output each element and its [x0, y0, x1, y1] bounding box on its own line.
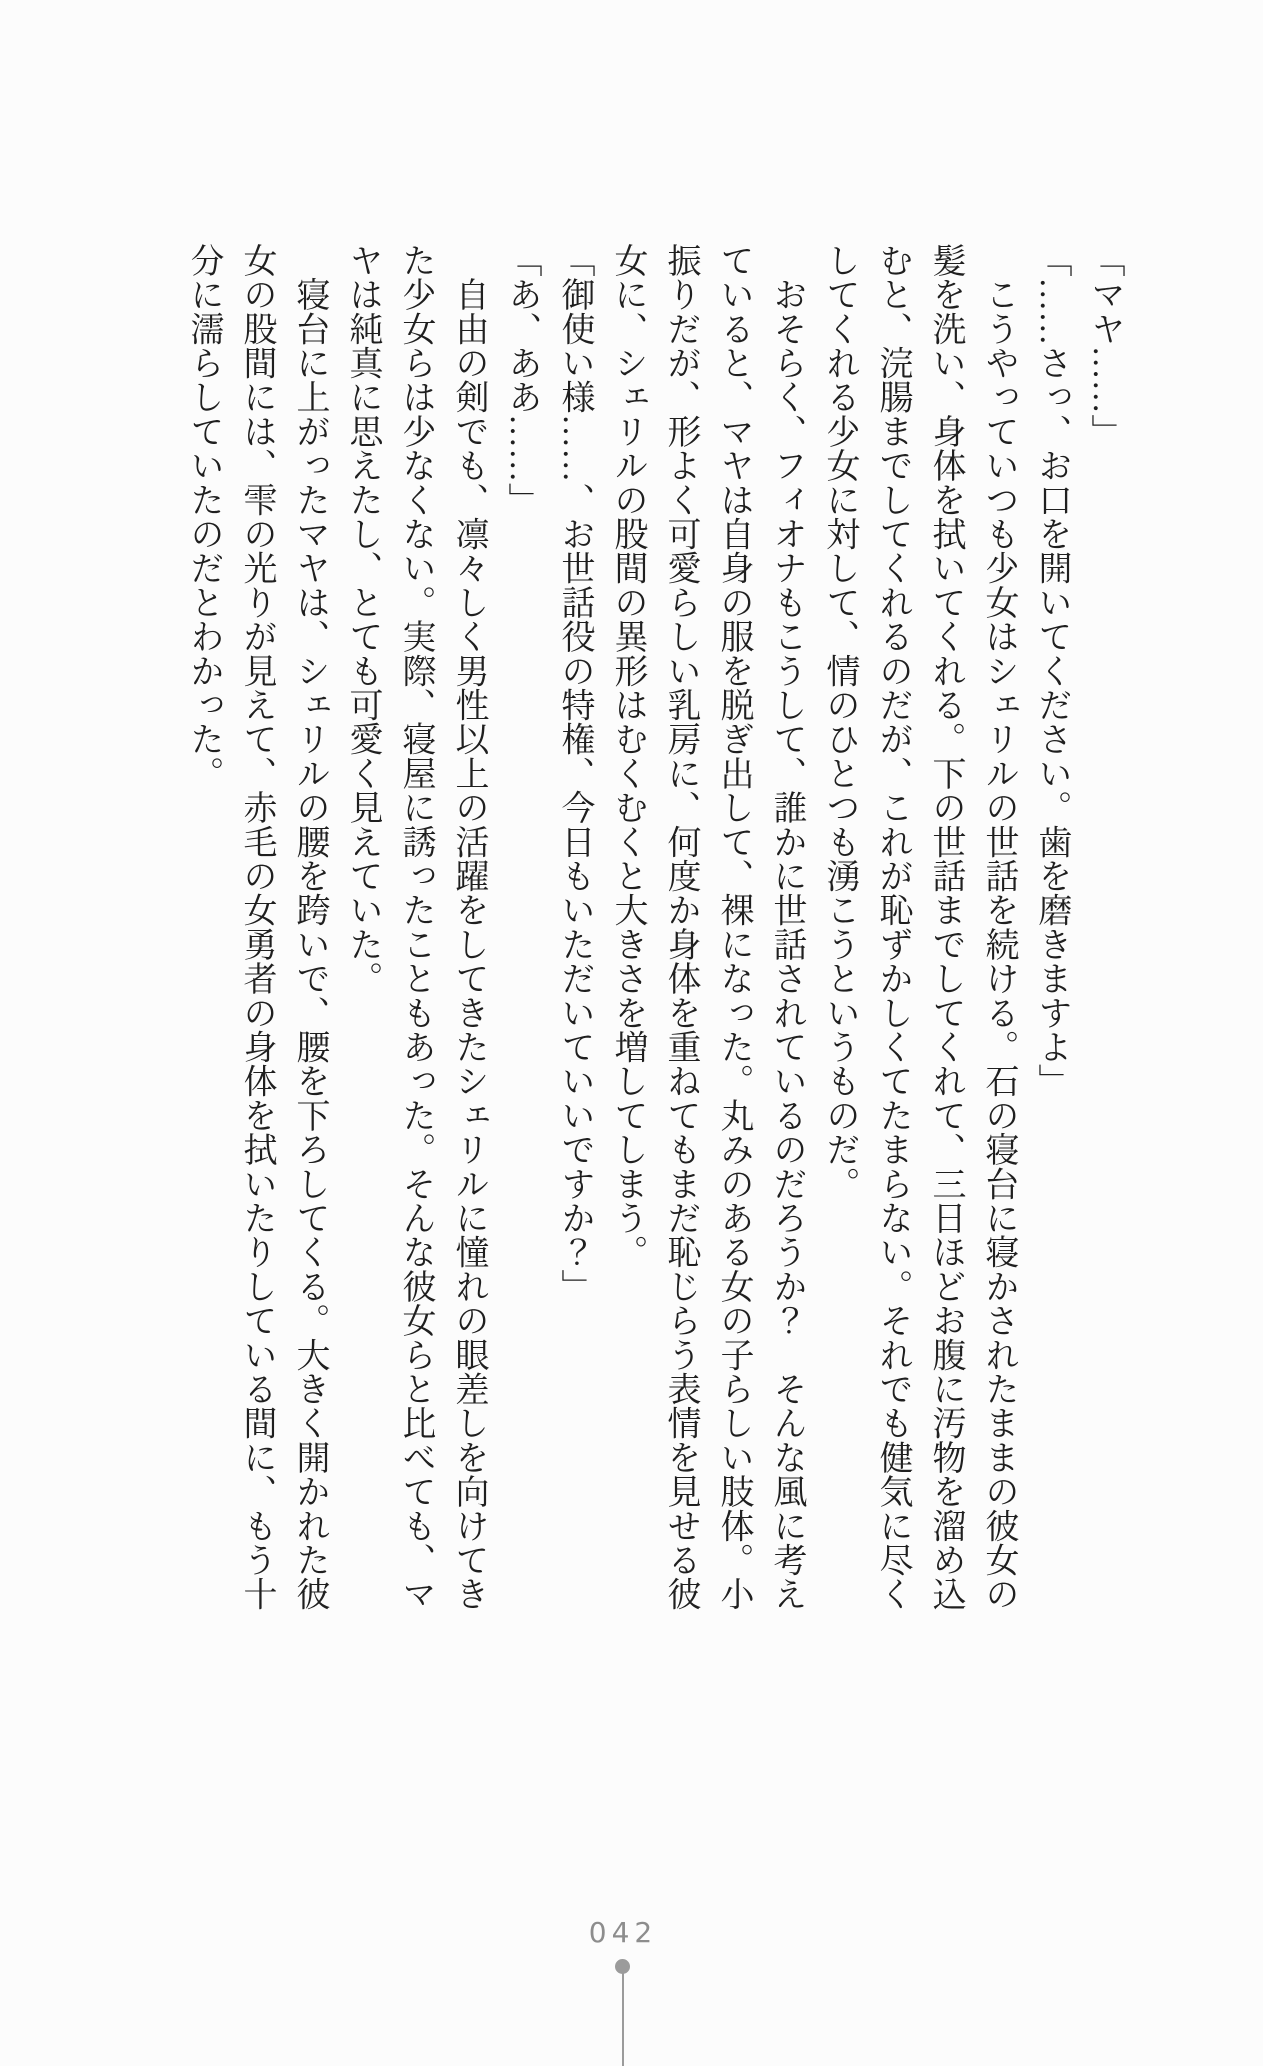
text-column: 分に濡らしていたのだとわかった。	[185, 243, 222, 791]
text-column: おそらく、フィオナもこうして、誰かに世話されているのだろうか？ そんな風に考え	[768, 243, 805, 1611]
text-column: 「御使い様……、お世話役の特権、今日もいただいていいですか？」	[556, 243, 593, 1304]
text-column: ていると、マヤは自身の服を脱ぎ出して、裸になった。丸みのある女の子らしい肢体。小	[715, 243, 752, 1611]
text-column: た少女らは少なくない。実際、寝屋に誘ったこともあった。そんな彼女らと比べても、マ	[397, 243, 434, 1611]
text-column: 髪を洗い、身体を拭いてくれる。下の世話までしてくれて、三日ほどお腹に汚物を溜め込	[927, 243, 964, 1611]
text-column: ヤは純真に思えたし、とても可愛く見えていた。	[344, 243, 381, 996]
text-column: 「あ、ああ……」	[503, 243, 540, 517]
text-column: 女の股間には、雫の光りが見えて、赤毛の女勇者の身体を拭いたりしている間に、もう十	[238, 243, 275, 1611]
page-number: 042	[588, 1916, 658, 1949]
vertical-text-body	[177, 243, 1131, 1615]
text-column: 「……さっ、お口を開いてください。歯を磨きますよ」	[1033, 243, 1070, 1098]
footer-tail-line	[622, 1970, 624, 2066]
text-column: 「マヤ……」	[1086, 243, 1123, 449]
text-column: してくれる少女に対して、情のひとつも湧こうというものだ。	[821, 243, 858, 1201]
text-column: 振りだが、形よく可愛らしい乳房に、何度か身体を重ねてもまだ恥じらう表情を見せる彼	[662, 243, 699, 1611]
text-column: 女に、シェリルの股間の異形はむくむくと大きさを増してしまう。	[609, 243, 646, 1269]
text-column: 自由の剣でも、凛々しく男性以上の活躍をしてきたシェリルに憧れの眼差しを向けてき	[450, 243, 487, 1611]
text-column: むと、浣腸までしてくれるのだが、これが恥ずかしくてたまらない。それでも健気に尽く	[874, 243, 911, 1611]
text-column: 寝台に上がったマヤは、シェリルの腰を跨いで、腰を下ろしてくる。大きく開かれた彼	[291, 243, 328, 1611]
text-column: こうやっていつも少女はシェリルの世話を続ける。石の寝台に寝かされたままの彼女の	[980, 243, 1017, 1611]
